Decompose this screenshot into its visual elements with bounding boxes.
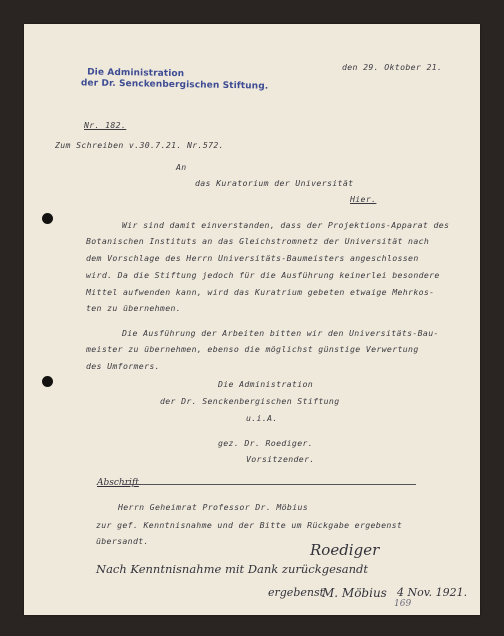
body-line: ten zu übernehmen. (86, 303, 182, 313)
copy-divider (122, 484, 416, 485)
copy-line-1: Herrn Geheimrat Professor Dr. Möbius (118, 502, 309, 512)
handwritten-signature: Roediger (310, 541, 380, 559)
body-line: wird. Da die Stiftung jedoch für die Ausführung keinerlei besondere (86, 270, 440, 280)
copy-label: Abschrift (97, 478, 139, 488)
closing-title: Vorsitzender. (246, 454, 315, 464)
punch-hole-top (42, 213, 53, 224)
body-line: des Umformers. (86, 361, 160, 371)
handwritten-note-signature: M. Möbius (322, 586, 387, 600)
stamp-line-2: der Dr. Senckenbergischen Stiftung. (80, 78, 269, 92)
body-line: dem Vorschlage des Herrn Universitäts-Baumeisters angeschlossen (86, 253, 419, 263)
closing-org-line-3: u.i.A. (246, 413, 278, 423)
body-line: Botanischen Instituts an das Gleichstromnetz der Universität nach (86, 236, 430, 246)
address-recipient: das Kuratorium der Universität (195, 178, 354, 188)
administration-stamp (81, 67, 269, 91)
closing-signed: gez. Dr. Roediger. (218, 438, 314, 448)
copy-line-2: zur gef. Kenntnisnahme und der Bitte um Rückgabe ergebenst (96, 520, 403, 530)
body-line: Mittel aufwenden kann, wird das Kuratrium gebeten etwaige Mehrkos- (86, 287, 435, 297)
handwritten-note-line-2: ergebenst (268, 586, 325, 599)
handwritten-note-date: 4 Nov. 1921. (397, 586, 468, 599)
body-line: meister zu übernehmen, ebenso die möglichst günstige Verwertung (86, 344, 419, 354)
stamp-line-1: Die Administration (87, 67, 185, 80)
reference-number: Nr. 182. (84, 120, 127, 130)
body-line: Die Ausführung der Arbeiten bitten wir den Universitäts-Bau- (122, 328, 439, 338)
copy-line-3: übersandt. (96, 536, 149, 546)
closing-org-line-2: der Dr. Senckenbergischen Stiftung (160, 396, 340, 406)
closing-org-line-1: Die Administration (218, 379, 314, 389)
reference-line: Zum Schreiben v.30.7.21. Nr.572. (55, 140, 224, 150)
letter-date: den 29. Oktober 21. (342, 62, 443, 72)
punch-hole-bottom (42, 376, 53, 387)
folio-number: 169 (394, 599, 412, 609)
handwritten-note-line-1: Nach Kenntnisnahme mit Dank zurückgesandt (96, 562, 369, 576)
address-place: Hier. (350, 194, 377, 204)
document-page (24, 24, 480, 615)
body-line: Wir sind damit einverstanden, dass der Projektions-Apparat des (122, 220, 450, 230)
address-an: An (176, 162, 187, 172)
